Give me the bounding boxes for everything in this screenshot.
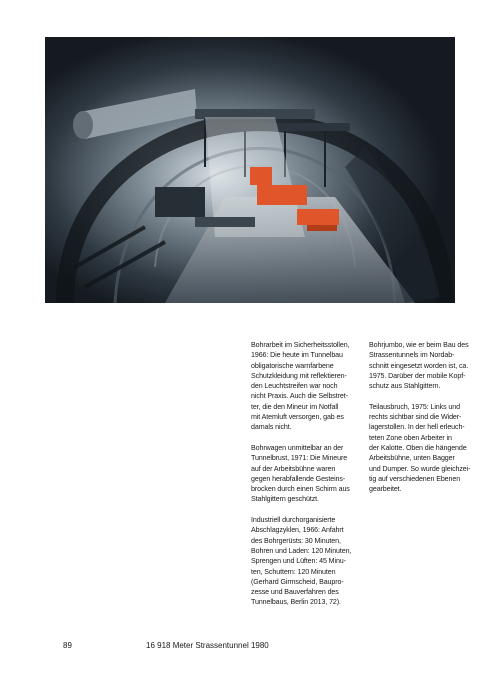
caption-paragraph: Bohrwagen unmittelbar an der Tunnelbrust, 1971: Die Mineure auf der Arbeitsbühne waren gegen herabfallende Gesteins- brocken durch einen Schirm aus Stahlgittern geschützt. <box>251 443 350 504</box>
page-number: 89 <box>63 641 72 650</box>
tunnel-photograph <box>45 37 455 303</box>
caption-paragraph: Teilausbruch, 1975: Links und rechts sichtbar sind die Wider- lagerstollen. In der hell erleuch- teten Zone oben Arbeiter in der Kalotte. Oben die hängende Arbeitsbühne, unten Bagger und Dumper. So wurde gleichzei- tig auf verschiedenen Ebenen gearbeitet. <box>369 402 471 494</box>
caption-column-right <box>369 340 481 505</box>
caption-paragraph: Bohrjumbo, wie er beim Bau des Strassentunnels im Nordab- schnitt eingesetzt worden ist, ca. 1975. Darüber der mobile Kopf- schutz aus Stahlgittern. <box>369 341 469 391</box>
caption-paragraph: Bohrarbeit im Sicherheitsstollen, 1966: Die heute im Tunnelbau obligatorische warnfarbene Schutzkleidung mit reflektieren- den Leuchtstreifen war noch nicht Praxis. Auch die Selbstret- ter, die den Mineur im Notfall mit Atemluft versorgen, gab es damals nicht. <box>251 341 350 432</box>
tunnel-photo-illustration <box>45 37 455 303</box>
caption-paragraph: Industriell durchorganisierte Abschlagzyklen, 1966: Anfahrt des Bohrgerüsts: 30 Minuten, Bohren und Laden: 120 Minuten, Sprengen und Lüften: 45 Minu- ten, Schuttern: 120 Minuten (Gerhard Girmscheid, Baupro- zesse und Bauverfahren des Tunnelbaus, Berlin 2013, 72). <box>251 516 352 607</box>
caption-column-left <box>251 340 363 618</box>
running-title: 16 918 Meter Strassentunnel 1980 <box>146 641 269 650</box>
